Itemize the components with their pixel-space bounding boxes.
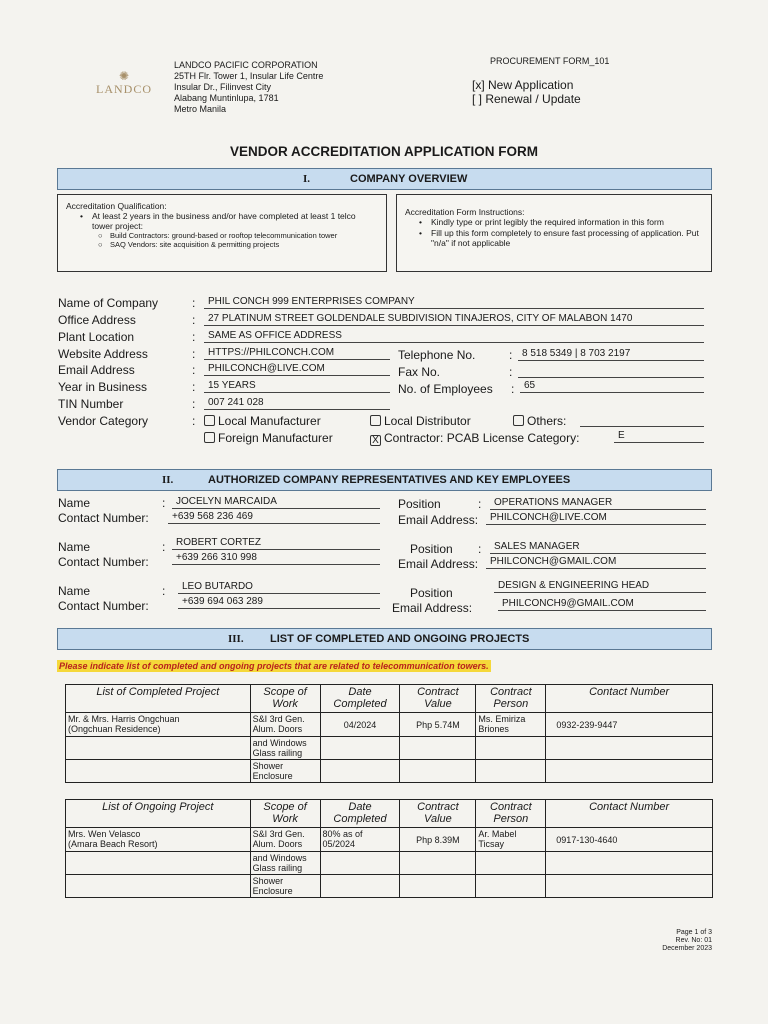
completed-project-cell[interactable] <box>66 713 251 737</box>
section-1-header <box>57 168 712 190</box>
ongoing-scope-line-4: Glass railing <box>252 863 303 873</box>
rep-3-contact-field[interactable]: +639 694 063 289 <box>178 596 380 609</box>
instruction-1-text: Kindly type or print legibly the required information in this form <box>431 217 664 227</box>
form-title: VENDOR ACCREDITATION APPLICATION FORM <box>230 144 538 159</box>
empty-cell[interactable] <box>66 737 251 760</box>
label-vendor-category: Vendor Category <box>58 414 149 428</box>
empty-cell[interactable] <box>400 852 476 875</box>
completed-scope-line-5: Shower <box>252 761 284 771</box>
completed-scope-line-3: and Windows <box>252 738 307 748</box>
rep-1-name-field[interactable]: JOCELYN MARCAIDA <box>172 496 380 509</box>
checked-box-icon[interactable]: X <box>370 435 381 446</box>
header-value: Contract Value <box>400 800 476 828</box>
rep-1-position-label: Position <box>398 497 441 511</box>
empty-cell[interactable] <box>400 737 476 760</box>
section-1-number: I. <box>303 173 311 185</box>
rep-3-position-field[interactable]: DESIGN & ENGINEERING HEAD <box>494 580 706 593</box>
sunburst-icon: ✺ <box>118 69 130 83</box>
label-office-address: Office Address <box>58 313 136 327</box>
ongoing-person-line-1: Ar. Mabel <box>478 829 517 839</box>
table-row <box>66 760 713 783</box>
colon: : <box>162 584 166 598</box>
completed-scope-cell-2[interactable] <box>250 737 320 760</box>
label-company-name: Name of Company <box>58 296 159 310</box>
qualification-box <box>57 194 387 272</box>
rep-1-contact-label: Contact Number: <box>58 511 149 525</box>
rep-3-email-label: Email Address: <box>392 601 473 615</box>
option-others[interactable] <box>513 414 566 428</box>
completed-person-cell[interactable] <box>476 713 546 737</box>
completed-number-cell[interactable]: 0932-239-9447 <box>546 713 713 737</box>
option-foreign-manufacturer-label: Foreign Manufacturer <box>218 431 333 445</box>
completed-date-cell[interactable]: 04/2024 <box>320 713 400 737</box>
checkbox-icon[interactable] <box>370 415 381 426</box>
header-address-1: 25TH Flr. Tower 1, Insular Life Centre <box>174 71 324 81</box>
header-ongoing-project: List of Ongoing Project <box>66 800 251 828</box>
header-address-2: Insular Dr., Filinvest City <box>174 82 272 92</box>
fax-field[interactable] <box>518 365 704 378</box>
colon: : <box>478 542 482 556</box>
qualification-sub-2 <box>66 240 378 249</box>
label-tin: TIN Number <box>58 397 124 411</box>
header-person: Contract Person <box>476 685 546 713</box>
rep-1-contact-field[interactable]: +639 568 236 469 <box>168 511 380 524</box>
ongoing-project-cell[interactable] <box>66 828 251 852</box>
ongoing-person-line-2: Ticsay <box>478 839 505 849</box>
section-3-label: LIST OF COMPLETED AND ONGOING PROJECTS <box>270 633 530 645</box>
rep-2-position-field[interactable]: SALES MANAGER <box>490 541 706 554</box>
colon: : <box>192 330 196 344</box>
ongoing-number-cell[interactable]: 0917-130-4640 <box>546 828 713 852</box>
header-company: LANDCO PACIFIC CORPORATION <box>174 60 318 70</box>
completed-scope-cell-3[interactable] <box>250 760 320 783</box>
label-telephone: Telephone No. <box>398 348 476 362</box>
table-row <box>66 875 713 898</box>
revision-date: December 2023 <box>662 945 712 952</box>
completed-scope-line-6: Enclosure <box>252 771 293 781</box>
instruction-2-text: Fill up this form completely to ensure fast processing of application. Put "n/a" if not applicable <box>431 228 699 248</box>
option-foreign-manufacturer[interactable] <box>204 431 333 445</box>
email-field[interactable]: PHILCONCH@LIVE.COM <box>204 363 390 376</box>
checkbox-icon[interactable] <box>204 415 215 426</box>
ongoing-scope-line-6: Enclosure <box>252 886 293 896</box>
section-2-header <box>57 469 712 491</box>
header-number: Contact Number <box>546 685 713 713</box>
option-local-distributor[interactable] <box>370 414 471 428</box>
table-row <box>66 852 713 875</box>
ongoing-scope-line-2: Alum. Doors <box>252 839 303 849</box>
colon: : <box>192 313 196 327</box>
others-field[interactable] <box>580 414 704 427</box>
rep-2-contact-field[interactable]: +639 266 310 998 <box>172 552 380 565</box>
instructions-box <box>396 194 712 272</box>
colon: : <box>162 540 166 554</box>
colon: : <box>192 380 196 394</box>
rep-2-name-field[interactable]: ROBERT CORTEZ <box>172 537 380 550</box>
office-address-field[interactable]: 27 PLATINUM STREET GOLDENDALE SUBDIVISION TINAJEROS, CITY OF MALABON 1470 <box>204 313 704 326</box>
header-value: Contract Value <box>400 685 476 713</box>
colon: : <box>192 363 196 377</box>
rep-1-position-field[interactable]: OPERATIONS MANAGER <box>490 497 706 510</box>
label-employees: No. of Employees <box>398 382 493 396</box>
colon: : <box>509 348 513 362</box>
empty-cell[interactable] <box>320 760 400 783</box>
ongoing-value-cell[interactable]: Php 8.39M <box>400 828 476 852</box>
ongoing-person-cell[interactable] <box>476 828 546 852</box>
section-1-label: COMPANY OVERVIEW <box>350 173 468 185</box>
empty-cell[interactable] <box>546 852 713 875</box>
header-scope: Scope of Work <box>250 685 320 713</box>
tin-field[interactable]: 007 241 028 <box>204 397 390 410</box>
header-date: Date Completed <box>320 685 400 713</box>
colon: : <box>192 397 196 411</box>
table-header-row <box>66 685 713 713</box>
checkbox-icon[interactable] <box>513 415 524 426</box>
header-person: Contract Person <box>476 800 546 828</box>
empty-cell[interactable] <box>546 875 713 898</box>
section-3-number: III. <box>228 633 244 645</box>
projects-note <box>57 656 491 674</box>
instruction-1 <box>405 217 703 227</box>
ongoing-project-line-1: Mrs. Wen Velasco <box>68 829 141 839</box>
header-completed-project: List of Completed Project <box>66 685 251 713</box>
logo-text: LANDCO <box>96 82 152 96</box>
empty-cell[interactable] <box>66 852 251 875</box>
rep-1-email-label: Email Address: <box>398 513 479 527</box>
form-code: PROCUREMENT FORM_101 <box>490 56 610 66</box>
empty-cell[interactable] <box>66 875 251 898</box>
qualification-sub-1-text: Build Contractors: ground-based or rooftop telecommunication tower <box>110 231 338 240</box>
colon: : <box>511 382 515 396</box>
ongoing-project-line-2: (Amara Beach Resort) <box>68 839 158 849</box>
projects-note-text: Please indicate list of completed and ongoing projects that are related to telecommunication towers. <box>59 661 489 671</box>
page-number: Page 1 of 3 <box>676 929 712 936</box>
table-row <box>66 737 713 760</box>
header-number: Contact Number <box>546 800 713 828</box>
header-scope: Scope of Work <box>250 800 320 828</box>
ongoing-scope-line-3: and Windows <box>252 853 307 863</box>
header-address-3: Alabang Muntinlupa, 1781 <box>174 93 279 103</box>
qualification-sub-2-text: SAQ Vendors: site acquisition & permitting projects <box>110 240 280 249</box>
bullet-icon: • <box>419 217 422 227</box>
empty-cell[interactable] <box>320 852 400 875</box>
section-3-header <box>57 628 712 650</box>
plant-location-field[interactable]: SAME AS OFFICE ADDRESS <box>204 330 704 343</box>
qualification-bullet <box>66 211 378 231</box>
option-contractor-label: Contractor: PCAB License Category: <box>384 431 580 445</box>
qualification-text: At least 2 years in the business and/or have completed at least 1 telco tower project: <box>92 211 356 231</box>
colon: : <box>192 414 196 428</box>
company-header <box>174 60 323 115</box>
instructions-title: Accreditation Form Instructions: <box>405 207 525 217</box>
colon: : <box>192 347 196 361</box>
rep-1-name-label: Name <box>58 496 91 510</box>
landco-logo <box>96 70 152 97</box>
ongoing-scope-cell-2[interactable] <box>250 852 320 875</box>
company-name-field[interactable]: PHIL CONCH 999 ENTERPRISES COMPANY <box>204 296 704 309</box>
renewal-option[interactable]: [ ] Renewal / Update <box>472 92 581 106</box>
label-fax: Fax No. <box>398 365 441 379</box>
empty-cell[interactable] <box>400 760 476 783</box>
ongoing-projects-table <box>65 799 713 898</box>
empty-cell[interactable] <box>476 737 546 760</box>
instruction-2 <box>405 228 703 248</box>
pcab-category-field[interactable]: E <box>614 430 704 443</box>
rep-3-name-label: Name <box>58 584 91 598</box>
completed-scope-cell-1[interactable] <box>250 713 320 737</box>
colon: : <box>192 296 196 310</box>
page-footer <box>662 929 712 953</box>
rep-2-position-label: Position <box>410 542 453 556</box>
colon: : <box>478 497 482 511</box>
rep-3-position-label: Position <box>410 586 453 600</box>
option-local-manufacturer-label: Local Manufacturer <box>218 414 321 428</box>
ongoing-scope-cell-1[interactable] <box>250 828 320 852</box>
table-header-row <box>66 800 713 828</box>
label-email: Email Address <box>58 363 135 377</box>
empty-cell[interactable] <box>476 875 546 898</box>
ongoing-scope-line-5: Shower <box>252 876 284 886</box>
ongoing-date-cell[interactable] <box>320 828 400 852</box>
header-date: Date Completed <box>320 800 400 828</box>
colon: : <box>509 365 513 379</box>
empty-cell[interactable] <box>546 737 713 760</box>
circle-bullet-icon: ○ <box>98 240 103 249</box>
empty-cell[interactable] <box>400 875 476 898</box>
empty-cell[interactable] <box>546 760 713 783</box>
ongoing-scope-line-1: S&I 3rd Gen. <box>252 829 305 839</box>
bullet-icon: • <box>419 228 422 238</box>
completed-project-line-2: (Ongchuan Residence) <box>68 724 161 734</box>
rep-2-email-label: Email Address: <box>398 557 479 571</box>
years-field[interactable]: 15 YEARS <box>204 380 390 393</box>
empty-cell[interactable] <box>320 875 400 898</box>
option-local-distributor-label: Local Distributor <box>384 414 471 428</box>
label-website: Website Address <box>58 347 148 361</box>
completed-scope-line-2: Alum. Doors <box>252 724 303 734</box>
label-years: Year in Business <box>58 380 147 394</box>
option-local-manufacturer[interactable] <box>204 414 321 428</box>
completed-person-line-1: Ms. Emiriza <box>478 714 526 724</box>
completed-scope-line-4: Glass railing <box>252 748 303 758</box>
label-plant-location: Plant Location <box>58 330 135 344</box>
bullet-icon: • <box>80 211 83 221</box>
revision-number: Rev. No: 01 <box>675 937 712 944</box>
empty-cell[interactable] <box>320 737 400 760</box>
ongoing-scope-cell-3[interactable] <box>250 875 320 898</box>
telephone-field[interactable]: 8 518 5349 | 8 703 2197 <box>518 348 704 361</box>
rep-1-email-field[interactable]: PHILCONCH@LIVE.COM <box>486 512 706 525</box>
completed-projects-table <box>65 684 713 783</box>
table-row <box>66 828 713 852</box>
completed-value-cell[interactable]: Php 5.74M <box>400 713 476 737</box>
completed-scope-line-1: S&I 3rd Gen. <box>252 714 305 724</box>
empty-cell[interactable] <box>476 852 546 875</box>
ongoing-date-line-2: 05/2024 <box>322 839 356 849</box>
rep-2-contact-label: Contact Number: <box>58 555 149 569</box>
rep-3-name-field[interactable]: LEO BUTARDO <box>178 581 380 594</box>
section-2-label: AUTHORIZED COMPANY REPRESENTATIVES AND KEY EMPLOYEES <box>208 474 571 486</box>
completed-person-line-2: Briones <box>478 724 509 734</box>
empty-cell[interactable] <box>476 760 546 783</box>
colon: : <box>162 496 166 510</box>
employees-field[interactable]: 65 <box>520 380 704 393</box>
rep-3-email-field[interactable]: PHILCONCH9@GMAIL.COM <box>498 598 706 611</box>
website-field[interactable]: HTTPS://PHILCONCH.COM <box>204 347 390 360</box>
new-application-option[interactable]: [x] New Application <box>472 78 574 92</box>
rep-2-email-field[interactable]: PHILCONCH@GMAIL.COM <box>486 556 706 569</box>
table-row <box>66 713 713 737</box>
option-others-label: Others: <box>527 414 567 428</box>
section-2-number: II. <box>162 474 174 486</box>
qualification-title: Accreditation Qualification: <box>66 201 167 211</box>
completed-project-line-1: Mr. & Mrs. Harris Ongchuan <box>68 714 180 724</box>
qualification-sub-1 <box>66 231 378 240</box>
ongoing-date-line-1: 80% as of <box>322 829 363 839</box>
circle-bullet-icon: ○ <box>98 231 103 240</box>
header-address-4: Metro Manila <box>174 104 227 114</box>
option-contractor[interactable] <box>370 431 579 446</box>
rep-2-name-label: Name <box>58 540 91 554</box>
empty-cell[interactable] <box>66 760 251 783</box>
checkbox-icon[interactable] <box>204 432 215 443</box>
rep-3-contact-label: Contact Number: <box>58 599 149 613</box>
